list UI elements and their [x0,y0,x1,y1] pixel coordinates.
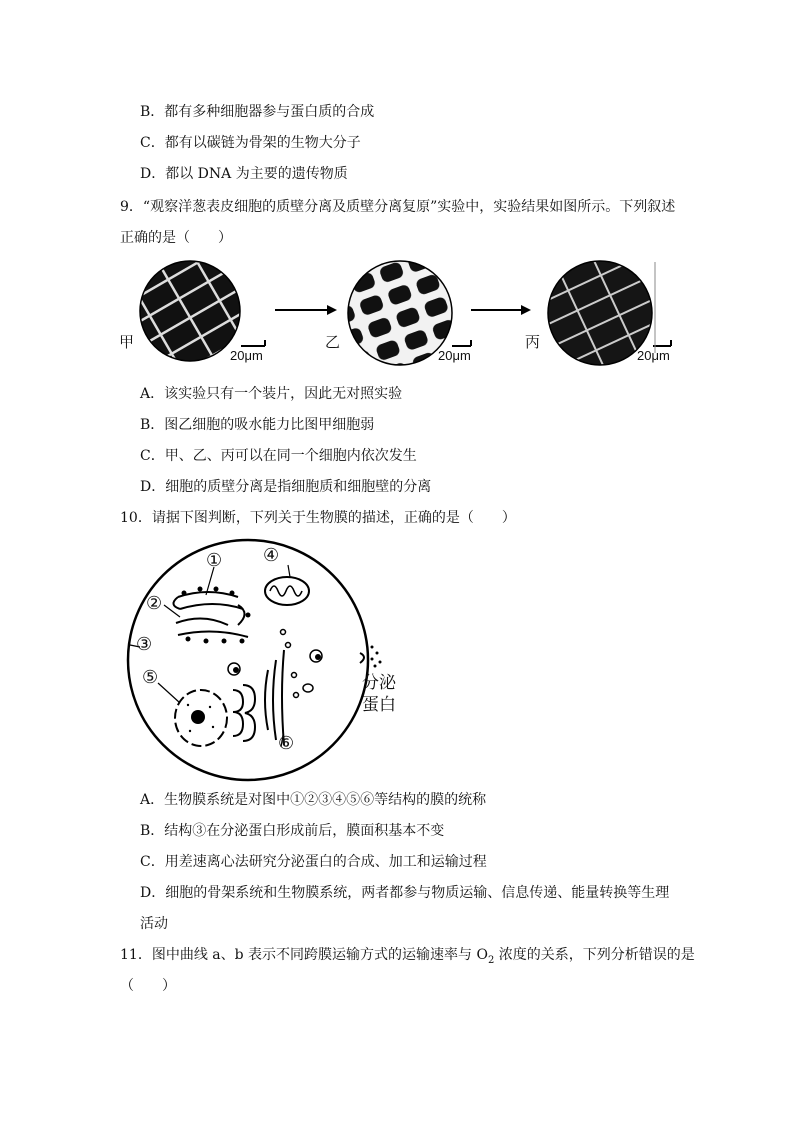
scale-bar-b-label: 20μm [438,348,471,363]
marker-3: ③ [136,634,153,655]
q10-option-c: C．用差速离心法研究分泌蛋白的合成、加工和运输过程 [140,854,487,870]
label-jia: 甲 [119,333,135,351]
q9-option-b: B．图乙细胞的吸水能力比图甲细胞弱 [140,417,375,433]
q8-option-c: C．都有以碳链为骨架的生物大分子 [140,135,361,151]
q10-option-d-line2: 活动 [140,916,168,932]
q10-stem: 10．请据下图判断，下列关于生物膜的描述，正确的是（ ） [120,510,516,526]
marker-5: ⑤ [142,667,159,688]
q11-stem-line1 [120,945,695,971]
scale-bar-a-label: 20μm [230,348,263,363]
secreted-protein-label-2: 蛋白 [362,695,396,715]
q10-option-a: A．生物膜系统是对图中①②③④⑤⑥等结构的膜的统称 [140,792,487,808]
label-yi: 乙 [325,333,341,351]
secreted-protein-label-1: 分泌 [362,673,396,693]
q9-stem-line2: 正确的是（ ） [120,230,232,246]
q9-stem-line1: 9．“观察洋葱表皮细胞的质壁分离及质壁分离复原”实验中，实验结果如图所示。下列叙述 [120,199,676,215]
q11-stem-line2: （ ） [120,978,176,994]
q10-option-b: B．结构③在分泌蛋白形成前后，膜面积基本不变 [140,823,445,839]
q11-stem-part1: 11．图中曲线 a、b 表示不同跨膜运输方式的运输速率与 O [120,947,488,963]
q9-figure [115,258,685,373]
q11-stem-subscript: 2 [487,954,495,966]
q8-option-d: D．都以 DNA 为主要的遗传物质 [140,166,348,182]
marker-2: ② [146,593,163,614]
q10-cell-diagram [118,535,418,785]
q9-option-d: D．细胞的质壁分离是指细胞质和细胞壁的分离 [140,479,432,495]
q9-option-a: A．该实验只有一个装片，因此无对照实验 [140,386,403,402]
marker-6: ⑥ [278,733,295,754]
cell-image-a [140,261,240,361]
marker-4: ④ [263,545,280,566]
q11-stem-part2: 浓度的关系，下列分析错误的是 [494,947,695,963]
marker-1: ① [206,550,223,571]
cell-image-b [348,261,452,365]
q10-option-d-line1: D．细胞的骨架系统和生物膜系统，两者都参与物质运输、信息传递、能量转换等生理 [140,885,670,901]
q8-option-b: B．都有多种细胞器参与蛋白质的合成 [140,104,375,120]
q9-option-c: C．甲、乙、丙可以在同一个细胞内依次发生 [140,448,417,464]
scale-bar-c-label: 20μm [637,348,670,363]
label-bing: 丙 [525,333,541,351]
